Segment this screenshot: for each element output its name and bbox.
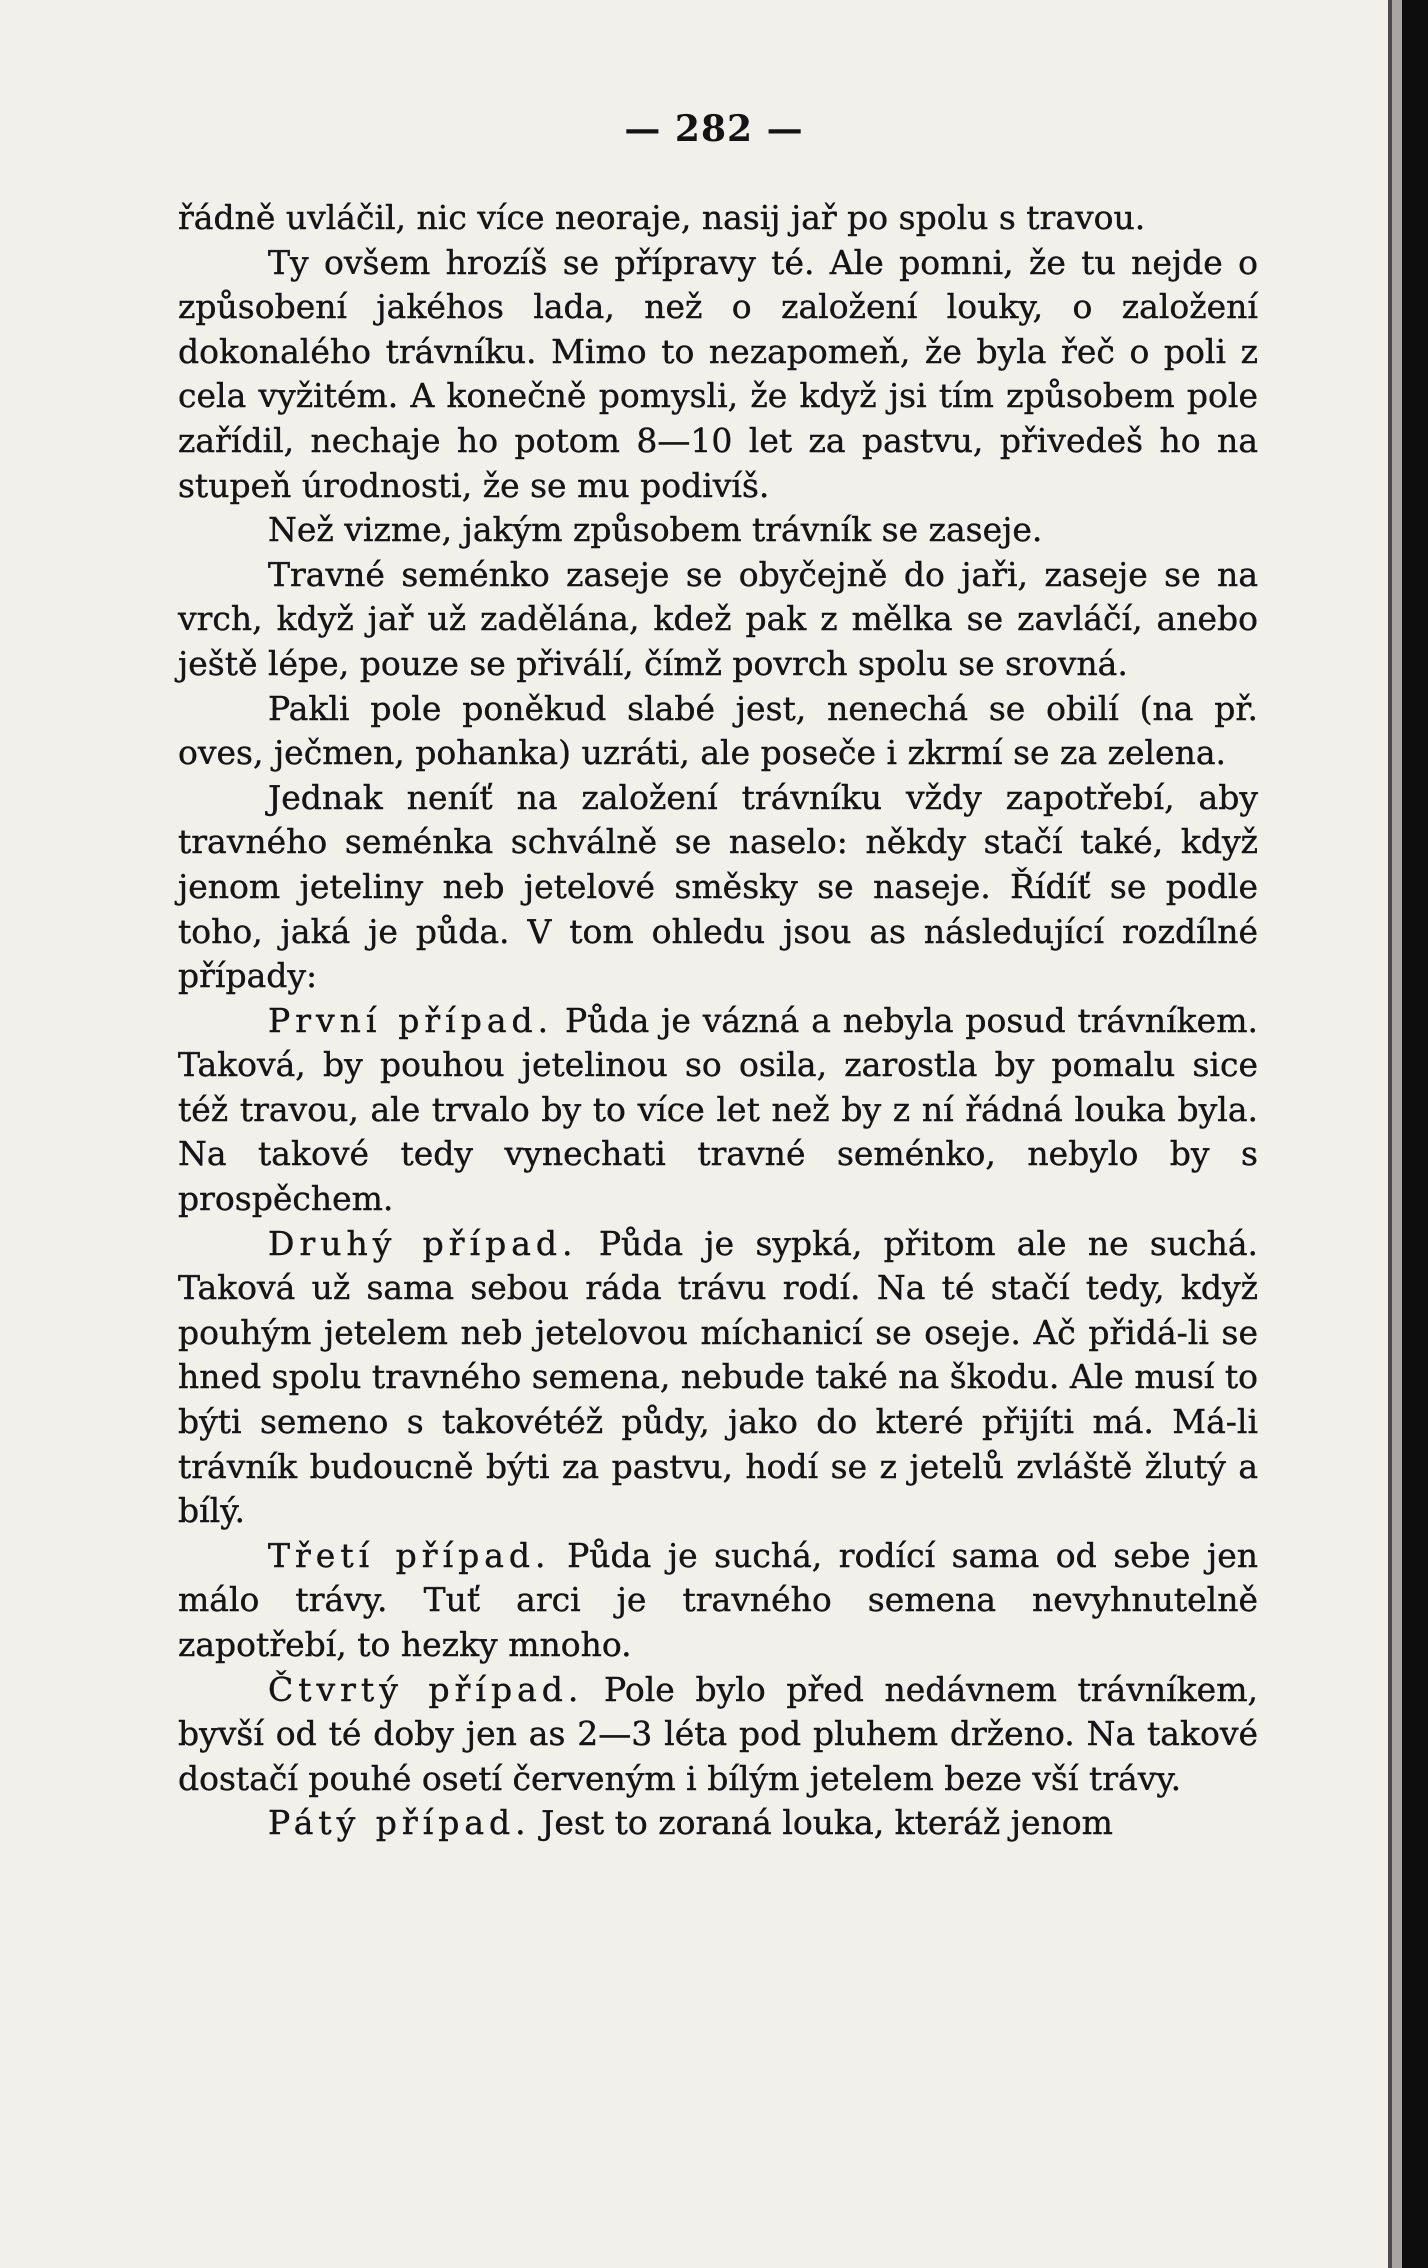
paragraph-text: Půda je vázná a nebyla posud trávníkem. Taková, by pouhou jetelinou so osila, zarostla by pomalu sice též travou, ale trvalo by to více let než by z ní řádná louka byla. Na takové tedy vynechati travné seménko, nebylo by s prospěchem. [178,1000,1258,1219]
paragraph-text: Jednak neníť na založení trávníku vždy zapotřebí, aby travného seménka schválně se naselo: někdy stačí také, když jenom jeteliny neb jetelové směsky se naseje. Řídíť se podle toho, jaká je půda. V tom ohledu jsou as následující rozdílné případy: [178,777,1258,996]
case-1-paragraph [178,999,1258,1222]
paragraph-3 [178,508,1258,553]
case-2-paragraph [178,1222,1258,1534]
paragraph-text: Jest to zoraná louka, kteráž jenom [530,1803,1113,1843]
paragraph-5 [178,687,1258,776]
case-heading: Třetí případ. [268,1535,551,1575]
case-3-paragraph [178,1534,1258,1668]
case-5-paragraph [178,1801,1258,1846]
paragraph-text: řádně uvláčil, nic více neoraje, nasij jař po spolu s travou. [178,198,1146,237]
case-4-paragraph [178,1668,1258,1802]
page-edge-dark [1402,0,1428,2268]
case-heading: Pátý případ. [268,1803,531,1843]
page-edge-shadow [1392,0,1402,2268]
paragraph-text: Ty ovšem hrozíš se přípravy té. Ale pomni, že tu nejde o způsobení jakéhos lada, než o založení louky, o založení dokonalého trávníku. Mimo to nezapomeň, že byla řeč o poli z cela vyžitém. A konečně pomysli, že když jsi tím způsobem pole zařídil, nechaje ho potom 8—10 let za pastvu, přivedeš ho na stupeň úrodnosti, že se mu podivíš. [178,242,1258,505]
paragraph-4 [178,553,1258,687]
page-number: — 282 — [624,108,804,150]
paragraph-1 [178,196,1258,241]
paragraph-text: Pakli pole poněkud slabé jest, nenechá se obilí (na př. oves, ječmen, pohanka) uzráti, ale poseče i zkrmí se za zelena. [178,688,1258,773]
paragraph-text: Půda je suchá, rodící sama od sebe jen málo trávy. Tuť arci je travného semena nevyhnutelně zapotřebí, to hezky mnoho. [178,1535,1258,1664]
case-heading: První případ. [268,1000,554,1040]
paragraph-text: Pole bylo před nedávnem trávníkem, byvší od té doby jen as 2—3 léta pod pluhem drženo. Na takové dostačí pouhé osetí červeným i bílým jetelem beze vší trávy. [178,1669,1258,1798]
paragraph-text: Než vizme, jakým způsobem trávník se zaseje. [268,510,1043,550]
case-heading: Čtvrtý případ. [268,1669,584,1709]
body-text [178,196,1258,1846]
paragraph-text: Půda je sypká, přitom ale ne suchá. Taková už sama sebou ráda trávu rodí. Na té stačí tedy, když pouhým jetelem neb jetelovou míchanicí se oseje. Ač přidá-li se hned spolu travného semena, nebude také na škodu. Ale musí to býti semeno s takovétéž půdy, jako do které přijíti má. Má-li trávník budoucně býti za pastvu, hodí se z jetelů zvláště žlutý a bílý. [178,1223,1258,1531]
paragraph-2 [178,241,1258,509]
case-heading: Druhý případ. [268,1223,578,1263]
paragraph-text: Travné seménko zaseje se obyčejně do jaři, zaseje se na vrch, když jař už zadělána, kdež pak z mělka se zavláčí, anebo ještě lépe, pouze se přiválí, čímž povrch spolu se srovná. [178,554,1258,683]
paragraph-6 [178,776,1258,999]
